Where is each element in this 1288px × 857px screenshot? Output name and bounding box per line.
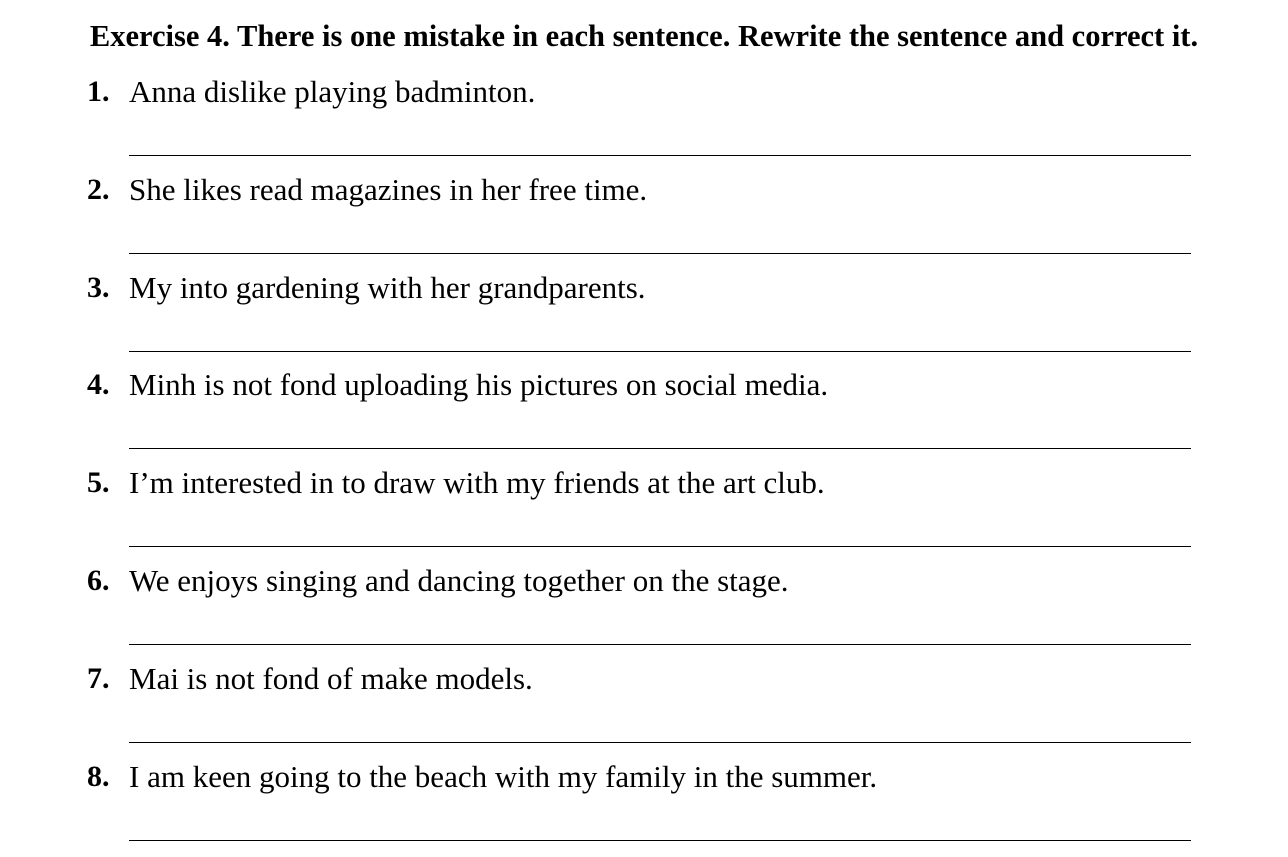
item-number: 8. — [87, 759, 110, 793]
item-number: 6. — [87, 563, 110, 597]
list-item — [0, 72, 1288, 170]
list-item — [0, 757, 1288, 855]
list-item — [0, 463, 1288, 561]
list-item — [0, 365, 1288, 463]
item-sentence: Anna dislike playing badminton. — [129, 74, 536, 109]
exercise-title: Exercise 4. There is one mistake in each sentence. Rewrite the sentence and correct it. — [89, 19, 1199, 53]
answer-line[interactable] — [129, 155, 1191, 156]
answer-line[interactable] — [129, 840, 1191, 841]
item-sentence: She likes read magazines in her free time. — [129, 171, 648, 207]
item-number: 2. — [87, 172, 110, 206]
answer-line[interactable] — [129, 644, 1191, 645]
item-number: 1. — [87, 75, 110, 108]
list-item — [0, 170, 1288, 268]
item-number: 5. — [87, 466, 110, 500]
item-sentence: My into gardening with her grandparents. — [129, 269, 646, 305]
item-number: 3. — [87, 270, 110, 304]
item-number: 7. — [87, 661, 110, 695]
answer-line[interactable] — [129, 448, 1191, 449]
item-sentence: Mai is not fond of make models. — [129, 660, 533, 696]
answer-line[interactable] — [129, 546, 1191, 547]
answer-line[interactable] — [129, 351, 1191, 352]
answer-line[interactable] — [129, 742, 1191, 743]
item-sentence: I am keen going to the beach with my family in the summer. — [129, 758, 878, 794]
list-item — [0, 268, 1288, 366]
item-sentence: Minh is not fond uploading his pictures on social media. — [129, 367, 829, 403]
list-item — [0, 659, 1288, 757]
list-item — [0, 561, 1288, 659]
answer-line[interactable] — [129, 253, 1191, 254]
item-number: 4. — [87, 368, 110, 402]
item-sentence: I’m interested in to draw with my friends at the art club. — [129, 465, 825, 501]
item-sentence: We enjoys singing and dancing together on the stage. — [129, 562, 789, 598]
sentence-list — [0, 72, 1288, 854]
